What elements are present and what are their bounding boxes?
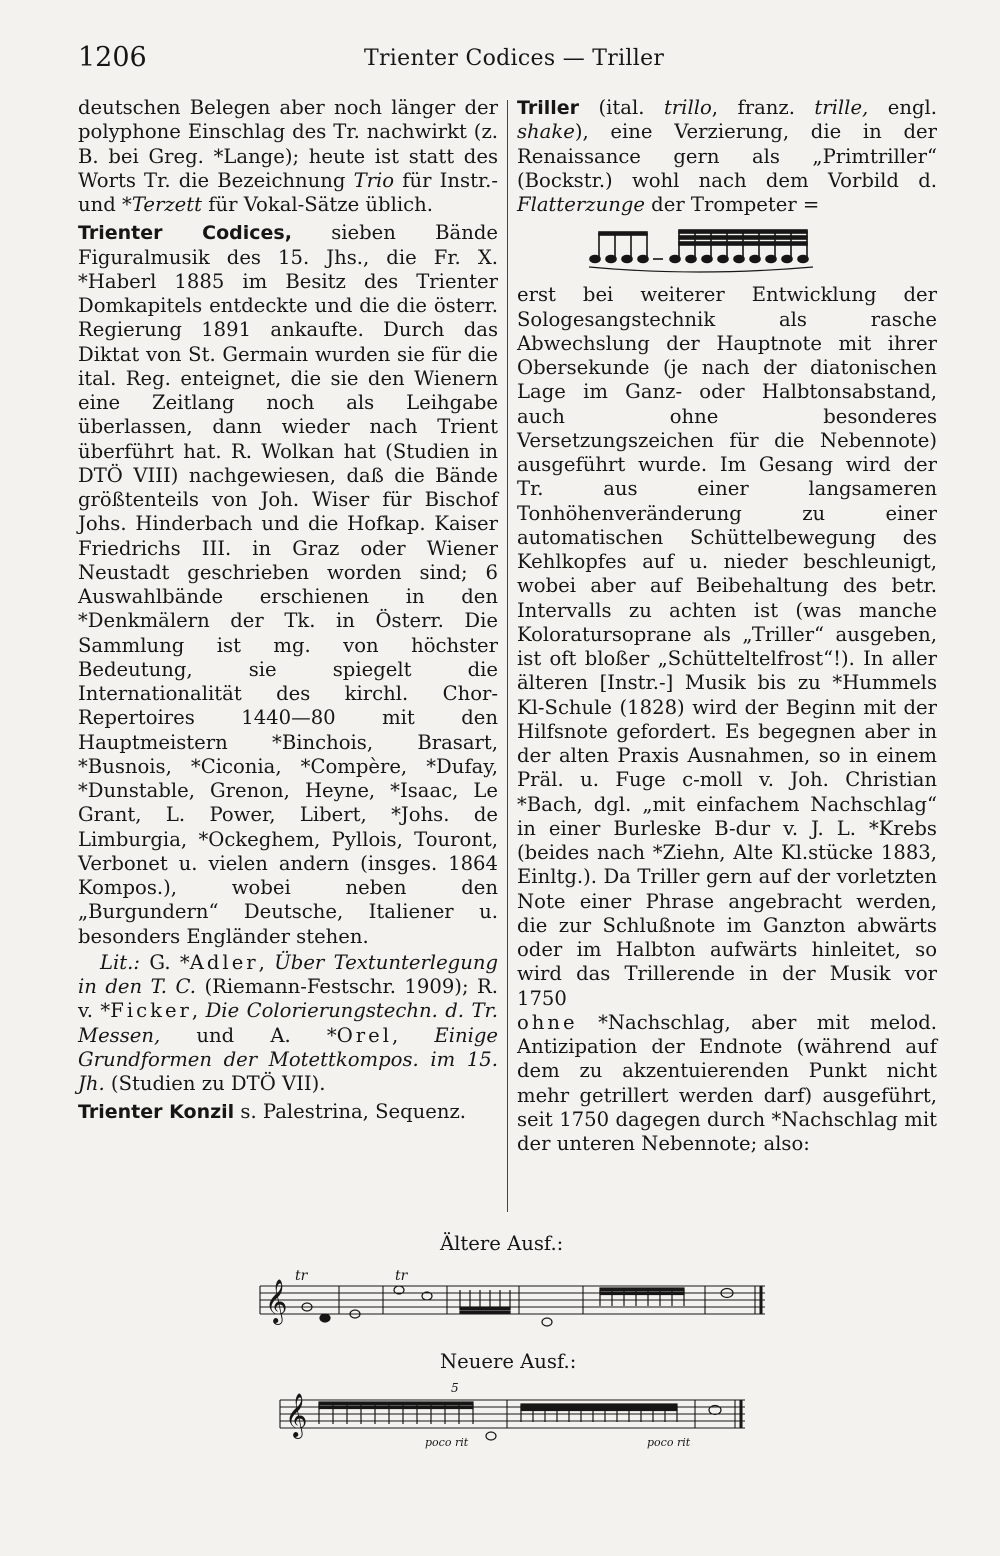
flutter-tongue-notation (517, 223, 937, 279)
headword-triller: Triller (517, 97, 580, 119)
svg-text:poco rit: poco rit (425, 1436, 469, 1449)
svg-text:𝄞: 𝄞 (265, 1279, 288, 1323)
page-header (78, 42, 930, 78)
entry-trienter-codices: Trienter Codices, sieben Bände Figuralmusik des 15. Jhs., die Fr. X. *Haberl 1885 im Besitz des Trienter Domkapitels entdeckte und die die österr. Regierung 1891 ankaufte. Durch das Diktat von St. Germain wurden sie für die ital. Reg. enteignet, die sie den Wienern eine Zeitlang noch als Leihgabe überlassen, dann wieder nach Trient überführt hat. R. Wolkan hat (Studien in DTÖ VIII) nachgewiesen, daß die Bände größtenteils von Joh. Wiser für Bischof Johs. Hinderbach und die Hofkap. Kaiser Friedrichs III. in Graz oder Wiener Neustadt geschrieben worden sind; 6 Auswahlbände erschienen in den *Denkmälern der Tk. in Österr. Die Sammlung ist mg. von höchster Bedeutung, sie spiegelt die Internationalität des kirchl. Chor-Repertoires 1440—80 mit den Hauptmeistern *Binchois, Brasart, *Busnois, *Ciconia, *Compère, *Dufay, *Dunstable, Grenon, Heyne, *Isaac, Le Grant, L. Power, Libert, *Johs. de Limburgia, *Ockeghem, Pyllois, Touront, Verbonet u. vielen andern (insges. 1864 Kompos.), wobei neben den „Burgundern“ Deutsche, Italiener u. besonders Engländer stehen. (78, 221, 498, 948)
svg-text:tr: tr (295, 1268, 308, 1284)
headword-trienter-konzil: Trienter Konzil (78, 1101, 235, 1124)
svg-text:poco rit: poco rit (647, 1436, 691, 1449)
right-column (517, 96, 937, 1156)
entry-continuation: deutschen Belegen aber noch länger der polyphone Einschlag des Tr. nachwirkt (z. B. bei Greg. *Lange); heute ist statt des Worts Tr. die Bezeichnung Trio für Instr.- und *Terzett für Vokal-Sätze üblich. (78, 96, 499, 216)
svg-text:5: 5 (451, 1381, 459, 1395)
svg-text:tr: tr (395, 1268, 408, 1284)
entry-trienter-konzil: Trienter Konzil s. Palestrina, Sequenz. (78, 1100, 467, 1124)
left-column (78, 96, 498, 1125)
literature-list: Lit.: G. *Adler, Über Textunterlegung in den T. C. (Riemann-Festschr. 1909); R. v. *Ficker, Die Colorierungstechn. d. Tr. Messen, und A. *Orel, Einige Grundformen der Motettkompos. im 15. Jh. (Studien zu DTÖ VII). (78, 950, 498, 1095)
aeltere-ausf-music-example (255, 1262, 775, 1334)
neuere-ausf-label: Neuere Ausf.: (440, 1350, 577, 1373)
entry-triller: Triller (ital. trillo, franz. trille, engl. shake), eine Verzierung, die in der Renaissance gern als „Primtriller“ (Bockstr.) wohl nach dem Vorbild d. Flatterzunge der Trompeter = (517, 96, 937, 216)
column-divider (507, 100, 508, 1212)
page-number: 1206 (78, 42, 147, 73)
neuere-ausf-music-example (275, 1380, 755, 1456)
running-title: Trienter Codices — Triller (364, 46, 665, 71)
triller-description: erst bei weiterer Entwicklung der Sologesangstechnik als rasche Abwechslung der Hauptnote mit ihrer Obersekunde (je nach der diatonischen Lage im Ganz- oder Halbtonsabstand, auch ohne besonderes Versetzungszeichen für die Nebennote) ausgeführt wurde. Im Gesang wird der Tr. aus einer langsameren Tonhöhenveränderung zu einer automatischen Schüttelbewegung des Kehlkopfes auf u. nieder beschleunigt, wobei aber auf Beibehaltung des betr. Intervalls zu achten ist (was manche Koloratursoprane als „Triller“ ausgeben, ist oft bloßer „Schütteltelfrost“!). In aller älteren [Instr.-] Musik bis zu *Hummels Kl-Schule (1828) wird der Beginn mit der Hilfsnote gefordert. Es begegnen aber in der alten Praxis Ausnahmen, so in einem Präl. u. Fuge c-moll v. Joh. Christian *Bach, dgl. „mit einfachem Nachschlag“ in einer Burleske B-dur v. J. L. *Krebs (beides nach *Ziehn, Alte Kl.stücke 1883, Einltg.). Da Triller gern auf der vorletzten Note einer Phrase angebracht werden, die zur Schlußnote im Ganzton abwärts oder im Halbton aufwärts hinleitet, so wird das Trillerende in der Musik vor 1750 (517, 283, 937, 1010)
aeltere-ausf-label: Ältere Ausf.: (440, 1232, 564, 1255)
headword-trienter-codices: Trienter Codices, (78, 222, 292, 245)
triller-description-2: ohne *Nachschlag, aber mit melod. Antizipation der Endnote (während auf dem zu akzentuierenden Punkt nicht mehr getrillert werden darf) ausgeführt, seit 1750 dagegen durch *Nachschlag mit der unteren Nebennote; also: (517, 1010, 937, 1155)
svg-text:𝄞: 𝄞 (285, 1393, 308, 1437)
